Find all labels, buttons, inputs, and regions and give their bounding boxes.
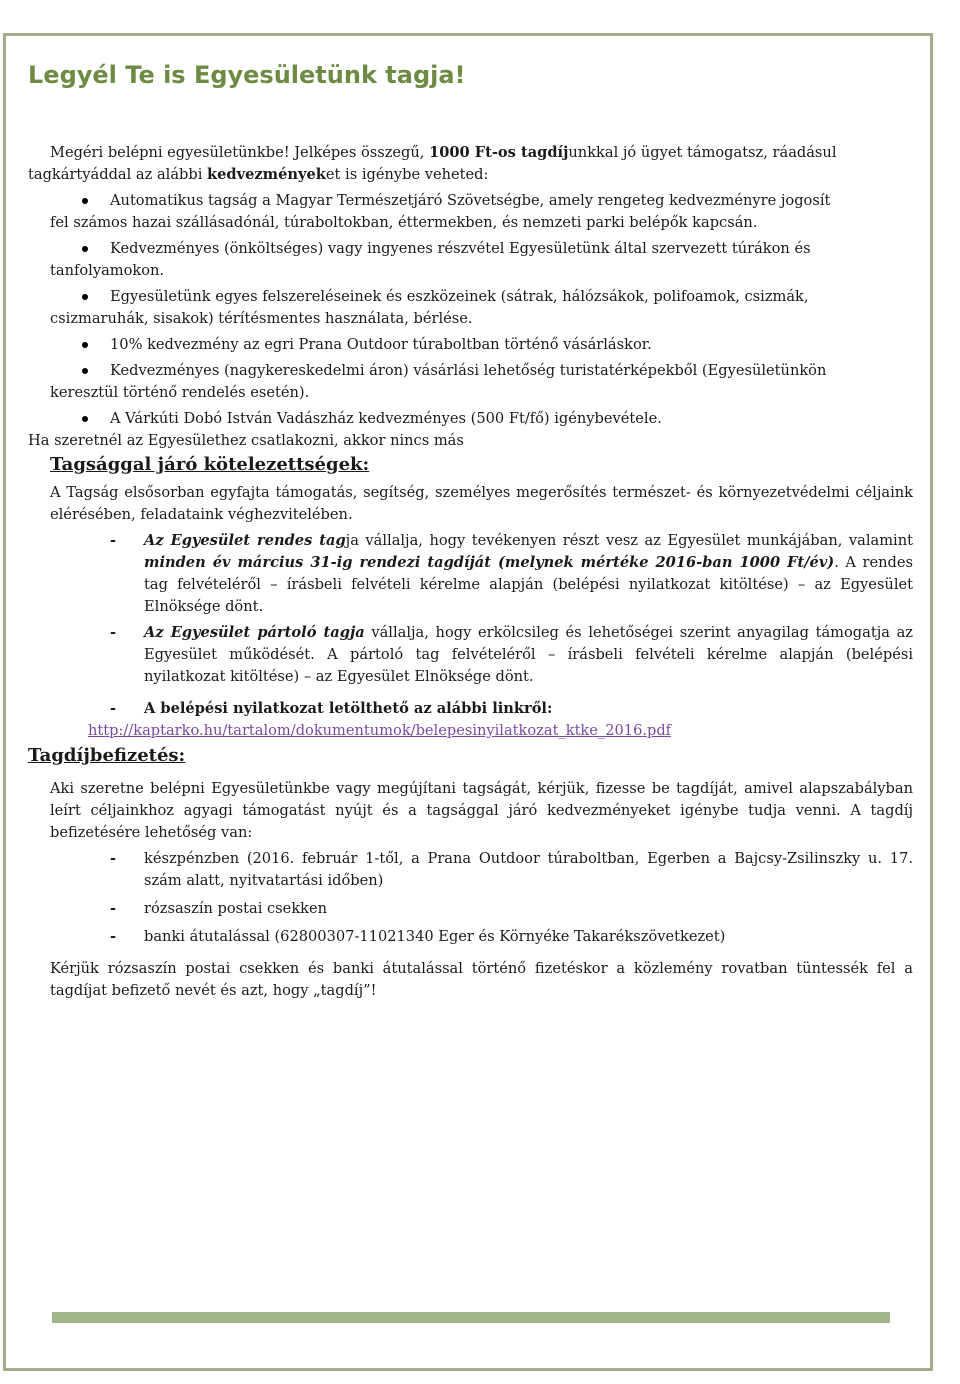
join-closing-text: Ha szeretnél az Egyesülethez csatlakozni, akkor nincs más: [28, 432, 464, 449]
download-link[interactable]: http://kaptarko.hu/tartalom/dokumentumok/belepesinyilatkozat_ktke_2016.pdf: [88, 722, 672, 739]
fee-option-text: rózsaszín postai csekken: [144, 900, 328, 917]
dash-marker: -: [110, 850, 117, 867]
list-item: [28, 190, 913, 234]
fee-closing: Kérjük rózsaszín postai csekken és banki átutalással történő fizetéskor a közlemény rovatban tüntessék fel a tagdíjat befizető nevét és azt, hogy „tagdíj”!: [50, 960, 913, 999]
regular-member-em: Az Egyesület rendes tag: [144, 532, 346, 549]
obligation-regular-member: [28, 530, 913, 618]
intro-paragraph-line2: [28, 164, 913, 186]
intro-text-3: tagkártyáddal az alábbi: [28, 166, 208, 183]
list-item: [28, 238, 913, 282]
benefit-text-cont: tanfolyamokon.: [50, 262, 165, 279]
fee-option-text: banki átutalással (62800307-11021340 Eger és Környéke Takarékszövetkezet): [144, 928, 726, 945]
bullet-icon: [82, 246, 88, 252]
regular-member-text: ja vállalja, hogy tevékenyen részt vesz az Egyesület munkájában, valamint: [345, 532, 913, 549]
benefit-text-cont: csizmaruhák, sisakok) térítésmentes használata, bérlése.: [50, 310, 473, 327]
bullet-icon: [82, 294, 88, 300]
intro-benefits-word: kedvezmények: [207, 166, 326, 183]
dash-marker: -: [110, 624, 117, 641]
intro-amount: 1000 Ft-os tagdíj: [429, 144, 569, 161]
bullet-icon: [82, 198, 88, 204]
page-title: Legyél Te is Egyesületünk tagja!: [28, 61, 466, 89]
supporting-member-text: vállalja, hogy erkölcsileg és lehetőségei szerint anyagilag támogatja az Egyesület működését. A pártoló tag felvételéről – írásbeli felvételi kérelme alapján (belépési nyilatkozat kitöltése) – az Egyesület Elnöksége dönt.: [144, 624, 913, 685]
fee-option-cheque: [28, 898, 913, 920]
benefit-text-cont: keresztül történő rendelés esetén).: [50, 384, 310, 401]
intro-text-1: Megéri belépni egyesületünkbe! Jelképes összegű,: [50, 144, 430, 161]
dash-marker: -: [110, 532, 117, 549]
intro-text-2: unkkal jó ügyet támogatsz, ráadásul: [568, 144, 837, 161]
dash-marker: -: [110, 700, 117, 717]
download-text: A belépési nyilatkozat letölthető az alábbi linkről:: [144, 700, 553, 717]
obligations-intro: A Tagság elsősorban egyfajta támogatás, segítség, személyes megerősítés természet- és környezetvédelmi céljaink elérésében, feladataink véghezvitelében.: [50, 484, 913, 523]
fee-heading: Tagdíjbefizetés:: [28, 745, 186, 766]
benefits-list: [28, 190, 913, 430]
fee-option-cash: [28, 848, 913, 892]
benefit-text-cont: fel számos hazai szállásadónál, túraboltokban, éttermekben, és nemzeti parki belépők kapcsán.: [50, 214, 758, 231]
obligations-heading: Tagsággal járó kötelezettségek:: [50, 454, 370, 475]
benefit-text: A Várkúti Dobó István Vadászház kedvezményes (500 Ft/fő) igénybevétele.: [110, 410, 662, 427]
list-item: [28, 408, 913, 430]
fee-option-text: készpénzben (2016. február 1-től, a Prana Outdoor túraboltban, Egerben a Bajcsy-Zsilinszky u. 17. szám alatt, nyitvatartási időben): [144, 850, 913, 889]
benefit-text: Egyesületünk egyes felszereléseinek és eszközeinek (sátrak, hálózsákok, polifoamok, csizmák,: [110, 288, 809, 305]
footer-bar: [52, 1312, 890, 1323]
benefit-text: Automatikus tagság a Magyar Természetjáró Szövetségbe, amely rengeteg kedvezményre jogosít: [110, 192, 831, 209]
list-item: [28, 286, 913, 330]
bullet-icon: [82, 416, 88, 422]
obligation-supporting-member: [28, 622, 913, 688]
supporting-member-em: Az Egyesület pártoló tagja: [144, 624, 365, 641]
bullet-icon: [82, 342, 88, 348]
intro-paragraph: [28, 142, 913, 164]
obligation-download: [28, 698, 913, 720]
list-item: [28, 334, 913, 356]
document-body: [28, 60, 913, 1002]
dash-marker: -: [110, 900, 117, 917]
intro-text-4: et is igénybe veheted:: [325, 166, 489, 183]
dash-marker: -: [110, 928, 117, 945]
list-item: [28, 360, 913, 404]
benefit-text: Kedvezményes (nagykereskedelmi áron) vásárlási lehetőség turistatérképekből (Egyesületünkön: [110, 362, 827, 379]
fee-option-transfer: [28, 926, 913, 948]
fee-intro: Aki szeretne belépni Egyesületünkbe vagy megújítani tagságát, kérjük, fizesse be tagdíját, amivel alapszabályban leírt céljainkhoz agyagi támogatást nyújt és a tagsággal járó kedvezményeket igénybe tudja venni. A tagdíj befizetésére lehetőség van:: [50, 780, 913, 841]
benefit-text: 10% kedvezmény az egri Prana Outdoor túraboltban történő vásárláskor.: [110, 336, 652, 353]
benefit-text: Kedvezményes (önköltséges) vagy ingyenes részvétel Egyesületünk által szervezett túrákon és: [110, 240, 811, 257]
bullet-icon: [82, 368, 88, 374]
download-link-line: [28, 720, 913, 742]
regular-member-text-2: . A rendes tag felvételéről – írásbeli felvételi kérelme alapján (belépési nyilatkozat kitöltése) – az Egyesület Elnöksége dönt.: [144, 554, 914, 615]
regular-member-deadline: minden év március 31-ig rendezi tagdíját (melynek mértéke 2016-ban 1000 Ft/év): [144, 554, 835, 571]
